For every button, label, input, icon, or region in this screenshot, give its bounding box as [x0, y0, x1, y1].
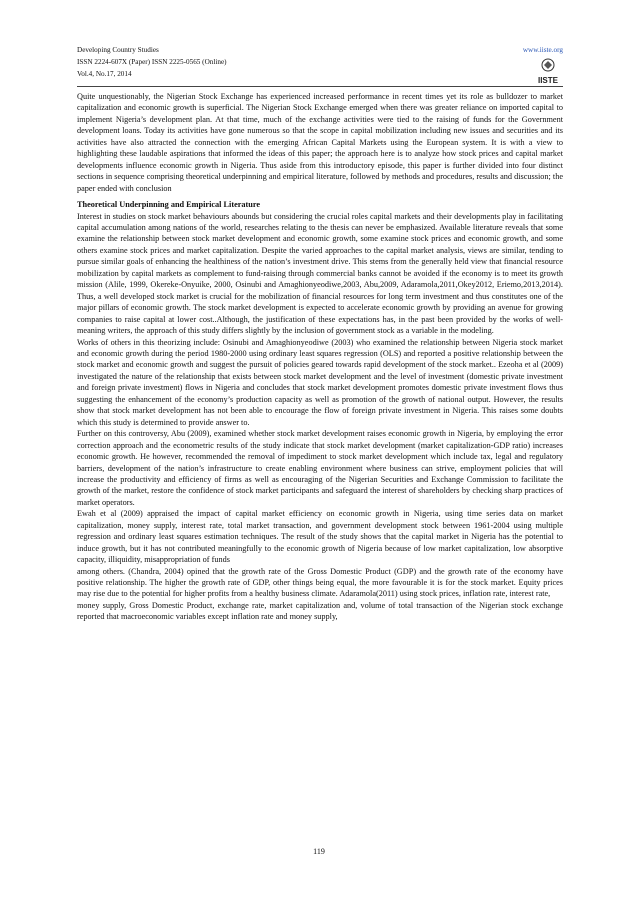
article-body: [77, 91, 563, 623]
page-number: 119: [313, 847, 325, 856]
logo-text: IISTE: [537, 76, 559, 85]
body-paragraph: Ewah et al (2009) appraised the impact of capital market efficiency on economic growth in Nigeria, using time series data on market capitalization, money supply, interest rate, total market transaction, and government development stock between 1961-2004 using multiple regression and ordinary least squares estimation techniques. The result of the study shows that the capital market in Nigeria has the potential to induce growth, but it has not contributed meaningfully to the economic growth of Nigeria because of low market capitalization, low absorptive capacity, illiquidity, misappropriation of funds: [77, 509, 563, 565]
body-paragraph: Works of others in this theorizing include: Osinubi and Amaghionyeodiwe (2003) who examined the relationship between Nigeria stock market and economic growth during the period 1980-2000 using ordinary least squares regression (OLS) and reported a positive relationship between the stock market and economic growth and suggest the pursuit of policies geared towards rapid development of the stock market.. Ezeoha et al (2009) investigated the nature of the relationship that exists between stock market development and the level of investment (domestic private investment and foreign private investment) flows in Nigeria and concludes that stock market development promotes domestic private investment flows thus suggesting the enhancement of the economy’s production capacity as well as promotion of the growth of national output. However, the results show that stock market development has not been able to encourage the flow of foreign private investment in Nigeria. This raises some doubts which this study is determined to provide answer to.: [77, 337, 563, 427]
intro-paragraph: Quite unquestionably, the Nigerian Stock Exchange has experienced increased performance in recent times yet its role as bulldozer to market capitalization and economic growth is superficial. The Nigerian Stock Exchange emerged when there was greater reliance on imported capital to implement Nigeria’s development plan. At that time, much of the exchange activities were tied to the raising of funds for the Government development loans. Today its activities have gone numerous so that the scope in capital mobilization including new issues and securities and its activities have also attracted the connection with the emerging African Capital Markets using the European system. It is with a view to highlighting these laudable aspirations that informed the ideas of this paper; the approach here is to analyze how stock prices and capital market developments influence economic growth in Nigeria. Thus aside from this introductory episode, this paper is further divided into four distinct sections in sequence comprising theoretical underpinning and empirical literature, followed by methods and procedures, results and discussion; the paper ended with conclusion: [77, 92, 563, 193]
body-paragraph: money supply, Gross Domestic Product, exchange rate, market capitalization and, volume of total transaction of the Nigerian stock exchange reported that macroeconomic variables except inflation rate and money supply,: [77, 600, 563, 622]
issn-line: ISSN 2224-607X (Paper) ISSN 2225-0565 (Online): [77, 58, 227, 66]
body-paragraph: among others. (Chandra, 2004) opined that the growth rate of the Gross Domestic Product (GDP) and the growth rate of the economy have positive relationship. The higher the growth rate of GDP, other things being equal, the more favourable it is for the stock market. Equity prices may rise due to the potential for higher profits from a healthy business climate. Adaramola(2011) using stock prices, inflation rate, interest rate,: [77, 566, 563, 599]
section-heading: Theoretical Underpinning and Empirical Literature: [77, 200, 261, 210]
body-paragraph: Further on this controversy, Abu (2009), examined whether stock market development raises economic growth in Nigeria, by employing the error correction approach and the econometric results of the study indicate that stock market development (market capitalization-GDP ratio) increases economic growth. He however, recommended the removal of impediment to stock market development which include tax, legal and regulatory barriers, development of the nation’s infrastructure to create enabling environment where business can strive, employment policies that will increase the productivity and efficiency of firms as well as encouraging of the Nigerian Securities and Exchange Commission to facilitate the growth of the market, restore the confidence of stock market participants and safeguard the interest of shareholders by checking sharp practices of market operators.: [77, 429, 563, 507]
page-header: [77, 44, 563, 85]
volume-line: Vol.4, No.17, 2014: [77, 70, 132, 78]
header-divider: [77, 86, 563, 87]
journal-url-link[interactable]: www.iiste.org: [522, 46, 563, 54]
journal-name: Developing Country Studies: [77, 46, 159, 54]
iiste-logo: [533, 57, 563, 87]
body-paragraph: Interest in studies on stock market behaviours abounds but considering the crucial roles capital markets and their developments play in facilitating capital accumulation among nations of the world, researches relating to the thesis can never be emphasized. Available literature reveals that some examine the relationship between stock market development and economic growth, some examine stock prices and economic growth, and some others examine stock prices and market capitalization. Despite the varied approaches to the capital market analysis, views are similar, tending to pursue similar goals of enhancing the healthiness of the nation’s investment drive. This stems from the generally held view that financial resource mobilization by capital markets as complement to fund-raising through commercial banks cannot be avoided if the economy is to meet its growth mission (Alile, 1999, Okereke-Onyuike, 2000, Osinubi and Amaghionyeodiwe,2003, Abu,2009, Adaramola,2011,Okey2012, Eriemo,2013,2014). Thus, a well developed stock market is crucial for the mobilization of financial resources for long term investment and thus constitutes one of the major pillars of economic growth. The stock market development is expected to accelerate economic growth by providing an avenue for growing companies to raise capital at lower cost..Although, the justification of these expectations has, in the past been provided by the works of well-meaning writers, the approach of this study differs slightly by the inclusion of government stock as a variable in the modeling.: [77, 211, 563, 336]
